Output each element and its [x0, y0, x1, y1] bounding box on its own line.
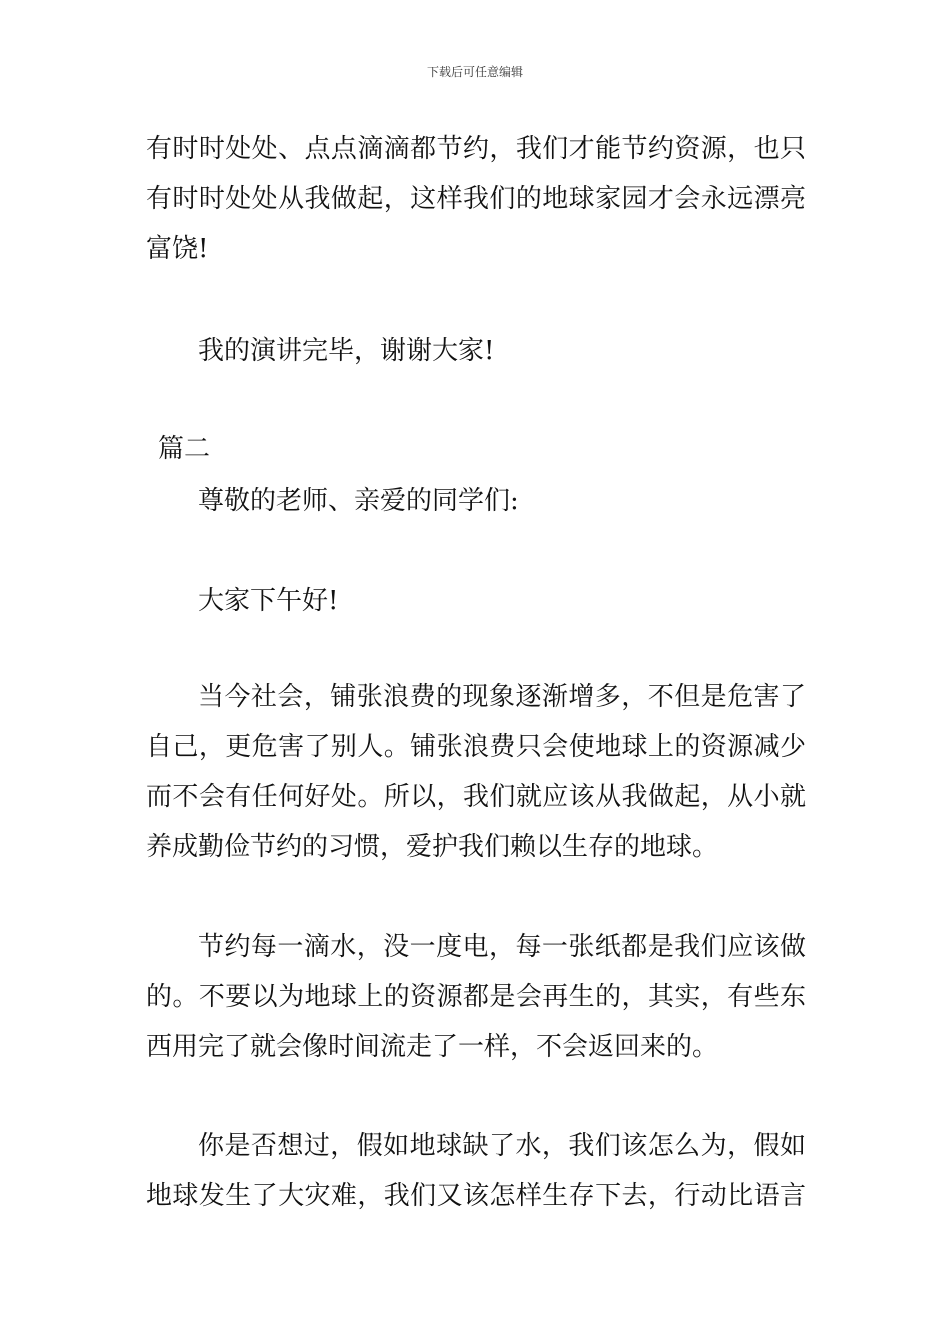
section-heading: 篇二: [158, 434, 211, 464]
paragraph-5-line-1: 当今社会，铺张浪费的现象逐渐增多，不但是危害了: [198, 682, 806, 712]
paragraph-5-line-3: 而不会有任何好处。所以，我们就应该从我做起，从小就: [146, 782, 806, 812]
paragraph-5-line-2: 自己，更危害了别人。铺张浪费只会使地球上的资源减少: [146, 732, 806, 762]
paragraph-1-line-2: 有时时处处从我做起，这样我们的地球家园才会永远漂亮: [146, 184, 806, 214]
paragraph-1-line-3: 富饶!: [146, 234, 209, 264]
paragraph-7-line-2: 地球发生了大灾难，我们又该怎样生存下去，行动比语言: [146, 1181, 806, 1211]
page-header: 下载后可任意编辑: [426, 65, 523, 79]
paragraph-6-line-1: 节约每一滴水，没一度电，每一张纸都是我们应该做: [198, 932, 806, 962]
paragraph-5-line-4: 养成勤俭节约的习惯，爱护我们赖以生存的地球。: [146, 832, 719, 862]
paragraph-3-line-1: 尊敬的老师、亲爱的同学们:: [198, 486, 519, 516]
paragraph-2-line-1: 我的演讲完毕，谢谢大家!: [198, 336, 495, 366]
paragraph-6-line-3: 西用完了就会像时间流走了一样，不会返回来的。: [146, 1032, 719, 1062]
paragraph-1-line-1: 有时时处处、点点滴滴都节约，我们才能节约资源，也只: [146, 134, 806, 164]
paragraph-6-line-2: 的。不要以为地球上的资源都是会再生的，其实，有些东: [146, 982, 806, 1012]
paragraph-7-line-1: 你是否想过，假如地球缺了水，我们该怎么为，假如: [198, 1131, 806, 1161]
paragraph-4-line-1: 大家下午好!: [198, 586, 339, 616]
